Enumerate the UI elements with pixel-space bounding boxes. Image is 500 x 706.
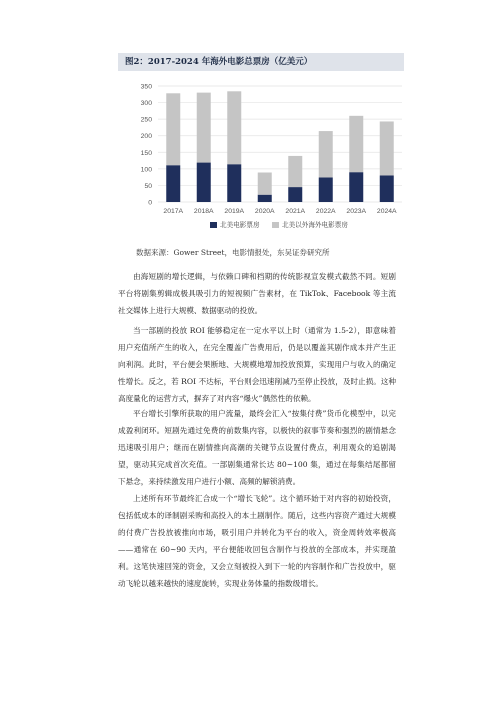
- bar-overseas-2022A: [319, 131, 333, 177]
- bar-overseas-2020A: [258, 173, 272, 195]
- y-tick-label: 300: [140, 100, 152, 108]
- y-tick-label: 200: [140, 133, 152, 141]
- bar-north-america-2021A: [288, 187, 302, 202]
- x-tick-label: 2023A: [346, 208, 367, 215]
- x-tick-label: 2022A: [315, 208, 336, 215]
- bar-overseas-2017A: [166, 93, 180, 165]
- y-tick-label: 350: [140, 83, 152, 91]
- y-tick-label: 250: [140, 116, 152, 124]
- legend-swatch-1: [272, 222, 279, 228]
- x-tick-label: 2018A: [193, 208, 214, 215]
- paragraph-2: 当一部剧的投放 ROI 能够稳定在一定水平以上时（通常为 1.5-2），即意味着用户充值所产生的收入，在完全覆盖广告费用后，仍是以覆盖其剧作成本并产生正向利润。此时，平台便会果断地、大规模地增加投放预算，实现用户与收入的确定性增长。反之，若 ROI 不达标，平台则会迅速削减乃至停止投放，及时止损。这种高度量化的运营方式，摒弃了对内容“爆火”偶然性的依赖。: [118, 326, 396, 403]
- legend-label-1: 北美以外海外电影票房: [282, 221, 348, 229]
- bar-north-america-2022A: [319, 177, 333, 202]
- bar-overseas-2021A: [288, 156, 302, 187]
- legend-swatch-0: [210, 222, 217, 228]
- y-tick-label: 150: [140, 149, 152, 157]
- y-tick-label: 100: [140, 166, 152, 174]
- box-office-chart: [118, 76, 408, 244]
- bar-north-america-2023A: [349, 172, 363, 202]
- x-tick-label: 2021A: [285, 208, 306, 215]
- bar-north-america-2019A: [227, 164, 241, 202]
- bar-overseas-2019A: [227, 91, 241, 164]
- bar-north-america-2017A: [166, 165, 180, 202]
- figure-source: 数据来源：Gower Street，电影情报处，东吴证券研究所: [136, 248, 330, 257]
- paragraph-4: 上述所有环节最终汇合成一个“增长飞轮”。这个循环始于对内容的初始投资，包括低成本的译制剧采购和高投入的本土剧制作。随后，这些内容资产通过大规模的付费广告投放被推向市场，吸引用户并转化为平台的收入，资金周转效率极高——通常在 60~90 天内，平台便能收回包含制作与投放的全部成本，并实现盈利。这笔快速回笼的资金，又会立刻被投入到下一轮的内容制作和广告投放中，驱动飞轮以越来越快的速度旋转，实现业务体量的指数级增长。: [118, 494, 396, 588]
- x-tick-label: 2017A: [163, 208, 184, 215]
- legend-label-0: 北美电影票房: [220, 221, 260, 229]
- bar-overseas-2023A: [349, 116, 363, 172]
- paragraph-3: 平台增长引擎所获取的用户流量，最终会汇入“按集付费”货币化模型中，以完成盈利闭环。短剧先通过免费的前数集内容，以极快的叙事节奏和强烈的剧情悬念迅速吸引用户；继而在剧情推向高潮的关键节点设置付费点，利用观众的追剧渴望，驱动其完成首次充值。一部剧集通常长达 80~100 集，通过在每集结尾都留下悬念，来持续激发用户进行小额、高频的解锁消费。: [118, 409, 396, 486]
- y-tick-label: 50: [144, 182, 152, 190]
- bar-north-america-2018A: [197, 163, 211, 202]
- bar-overseas-2018A: [197, 93, 211, 163]
- x-tick-label: 2019A: [224, 208, 245, 215]
- bar-north-america-2020A: [258, 195, 272, 202]
- x-tick-label: 2024A: [376, 208, 397, 215]
- bar-overseas-2024A: [380, 121, 394, 175]
- paragraph-1: 由海短剧的增长逻辑，与依赖口碑和档期的传统影视宣发模式截然不同。短剧平台将剧集剪辑成极具吸引力的短视频广告素材，在 TikTok、Facebook 等主流社交媒体上进行大规模、数据驱动的投放。: [118, 272, 396, 315]
- y-tick-label: 0: [148, 199, 152, 207]
- figure-title: 图2：2017-2024 年海外电影总票房（亿美元）: [118, 53, 404, 71]
- x-tick-label: 2020A: [254, 208, 275, 215]
- bar-north-america-2024A: [380, 175, 394, 202]
